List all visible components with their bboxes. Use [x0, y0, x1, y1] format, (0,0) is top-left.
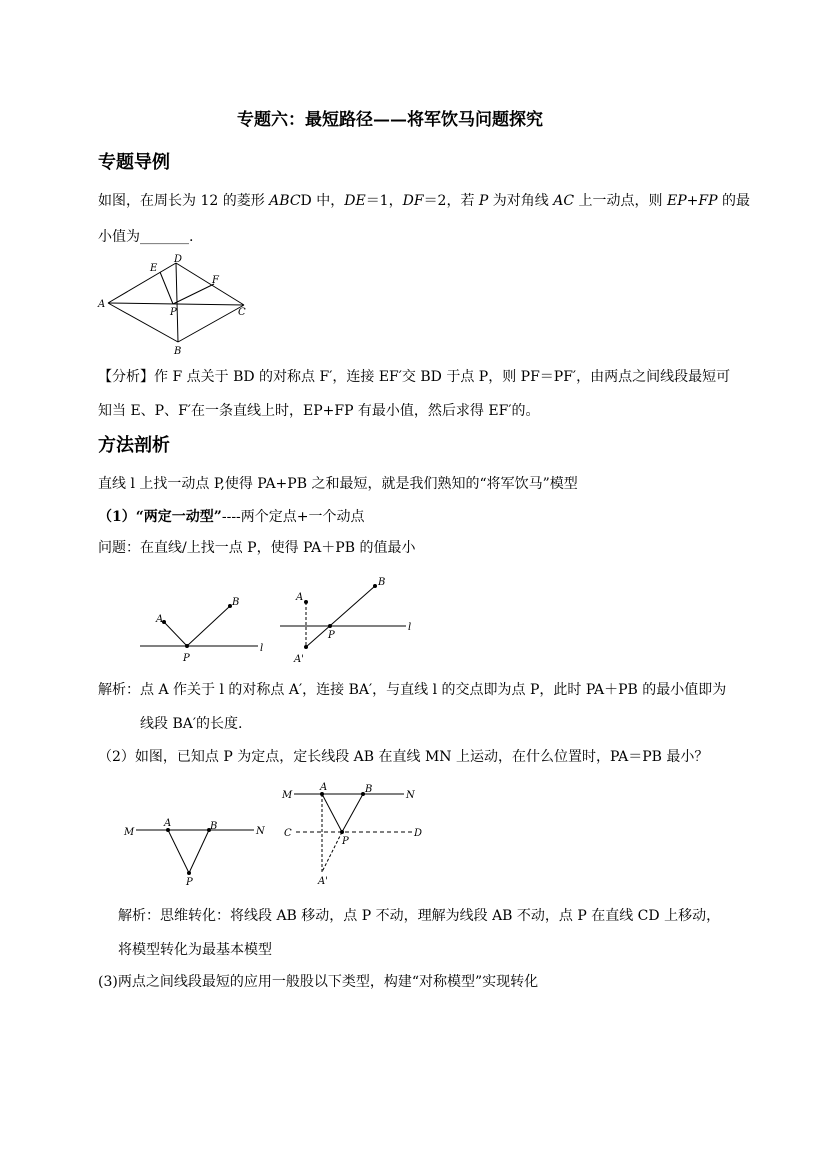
example-text-line2: 小值为_______.	[98, 229, 194, 245]
label-F: F	[212, 275, 219, 286]
label-A: A	[320, 782, 328, 793]
label-P: P	[183, 653, 190, 664]
method-intro: 直线 l 上找一动点 P,使得 PA+PB 之和最短，就是我们熟知的“将军饮马”模型	[98, 476, 578, 492]
label-A: A	[156, 614, 164, 625]
solution1-line2: 线段 BA′的长度.	[140, 716, 243, 732]
example-text-line1: 如图，在周长为 12 的菱形 ABCD 中，DE＝1，DF＝2，若 P 为对角线 AC 上一动点，则 EP+FP 的最	[98, 193, 750, 209]
label-P: P	[170, 307, 177, 318]
type2-line: （2）如图，已知点 P 为定点，定长线段 AB 在直线 MN 上运动，在什么位置时，PA＝PB 最小？	[98, 749, 709, 765]
label-A: A	[164, 818, 172, 829]
label-M: M	[282, 790, 293, 801]
analysis-line2: 知当 E、P、F′在一条直线上时，EP+FP 有最小值，然后求得 EF′的。	[98, 403, 540, 419]
label-D: D	[174, 254, 183, 265]
label-A-prime: A'	[294, 654, 304, 665]
label-B: B	[210, 821, 218, 832]
label-A: A	[98, 299, 106, 310]
label-M: M	[124, 827, 135, 838]
label-P: P	[342, 836, 349, 847]
label-N: N	[256, 826, 265, 837]
figure2-right	[280, 780, 430, 890]
analysis-line1: 【分析】作 F 点关于 BD 的对称点 F′，连接 EF′交 BD 于点 P，则 PF＝PF′，由两点之间线段最短可	[98, 369, 731, 385]
label-B: B	[174, 346, 182, 357]
figure2-left	[120, 815, 270, 890]
label-E: E	[150, 263, 158, 274]
solution2-line1: 解析：思维转化：将线段 AB 移动，点 P 不动，理解为线段 AB 不动，点 P 在直线 CD 上移动，	[118, 908, 721, 924]
figure1-left	[140, 595, 270, 665]
type3-line: (3)两点之间线段最短的应用一般股以下类型，构建“对称模型”实现转化	[98, 974, 539, 990]
solution2-line2: 将模型转化为最基本模型	[118, 942, 272, 958]
label-l: l	[408, 622, 412, 633]
label-l: l	[260, 643, 264, 654]
section-heading-method: 方法剖析	[98, 435, 170, 456]
label-C: C	[284, 828, 292, 839]
solution1-line1: 解析：点 A 作关于 l 的对称点 A′，连接 BA′，与直线 l 的交点即为点 P，此时 PA＋PB 的最小值即为	[98, 682, 727, 698]
type1-line: （1）“两定一动型”----两个定点+一个动点	[98, 509, 365, 525]
label-A-prime: A'	[318, 876, 328, 887]
section-heading-example: 专题导例	[98, 152, 170, 173]
label-B: B	[378, 577, 386, 588]
label-P: P	[186, 877, 193, 888]
label-D: D	[414, 828, 423, 839]
page-title: 专题六：最短路径——将军饮马问题探究	[237, 110, 543, 130]
label-P: P	[328, 630, 335, 641]
label-B: B	[365, 784, 373, 795]
label-C: C	[238, 307, 246, 318]
label-A: A	[296, 592, 304, 603]
label-B: B	[232, 597, 240, 608]
figure1-right	[280, 575, 420, 667]
question-line: 问题：在直线/上找一点 P，使得 PA＋PB 的值最小	[98, 540, 416, 556]
label-N: N	[406, 790, 415, 801]
rhombus-figure	[98, 250, 258, 360]
